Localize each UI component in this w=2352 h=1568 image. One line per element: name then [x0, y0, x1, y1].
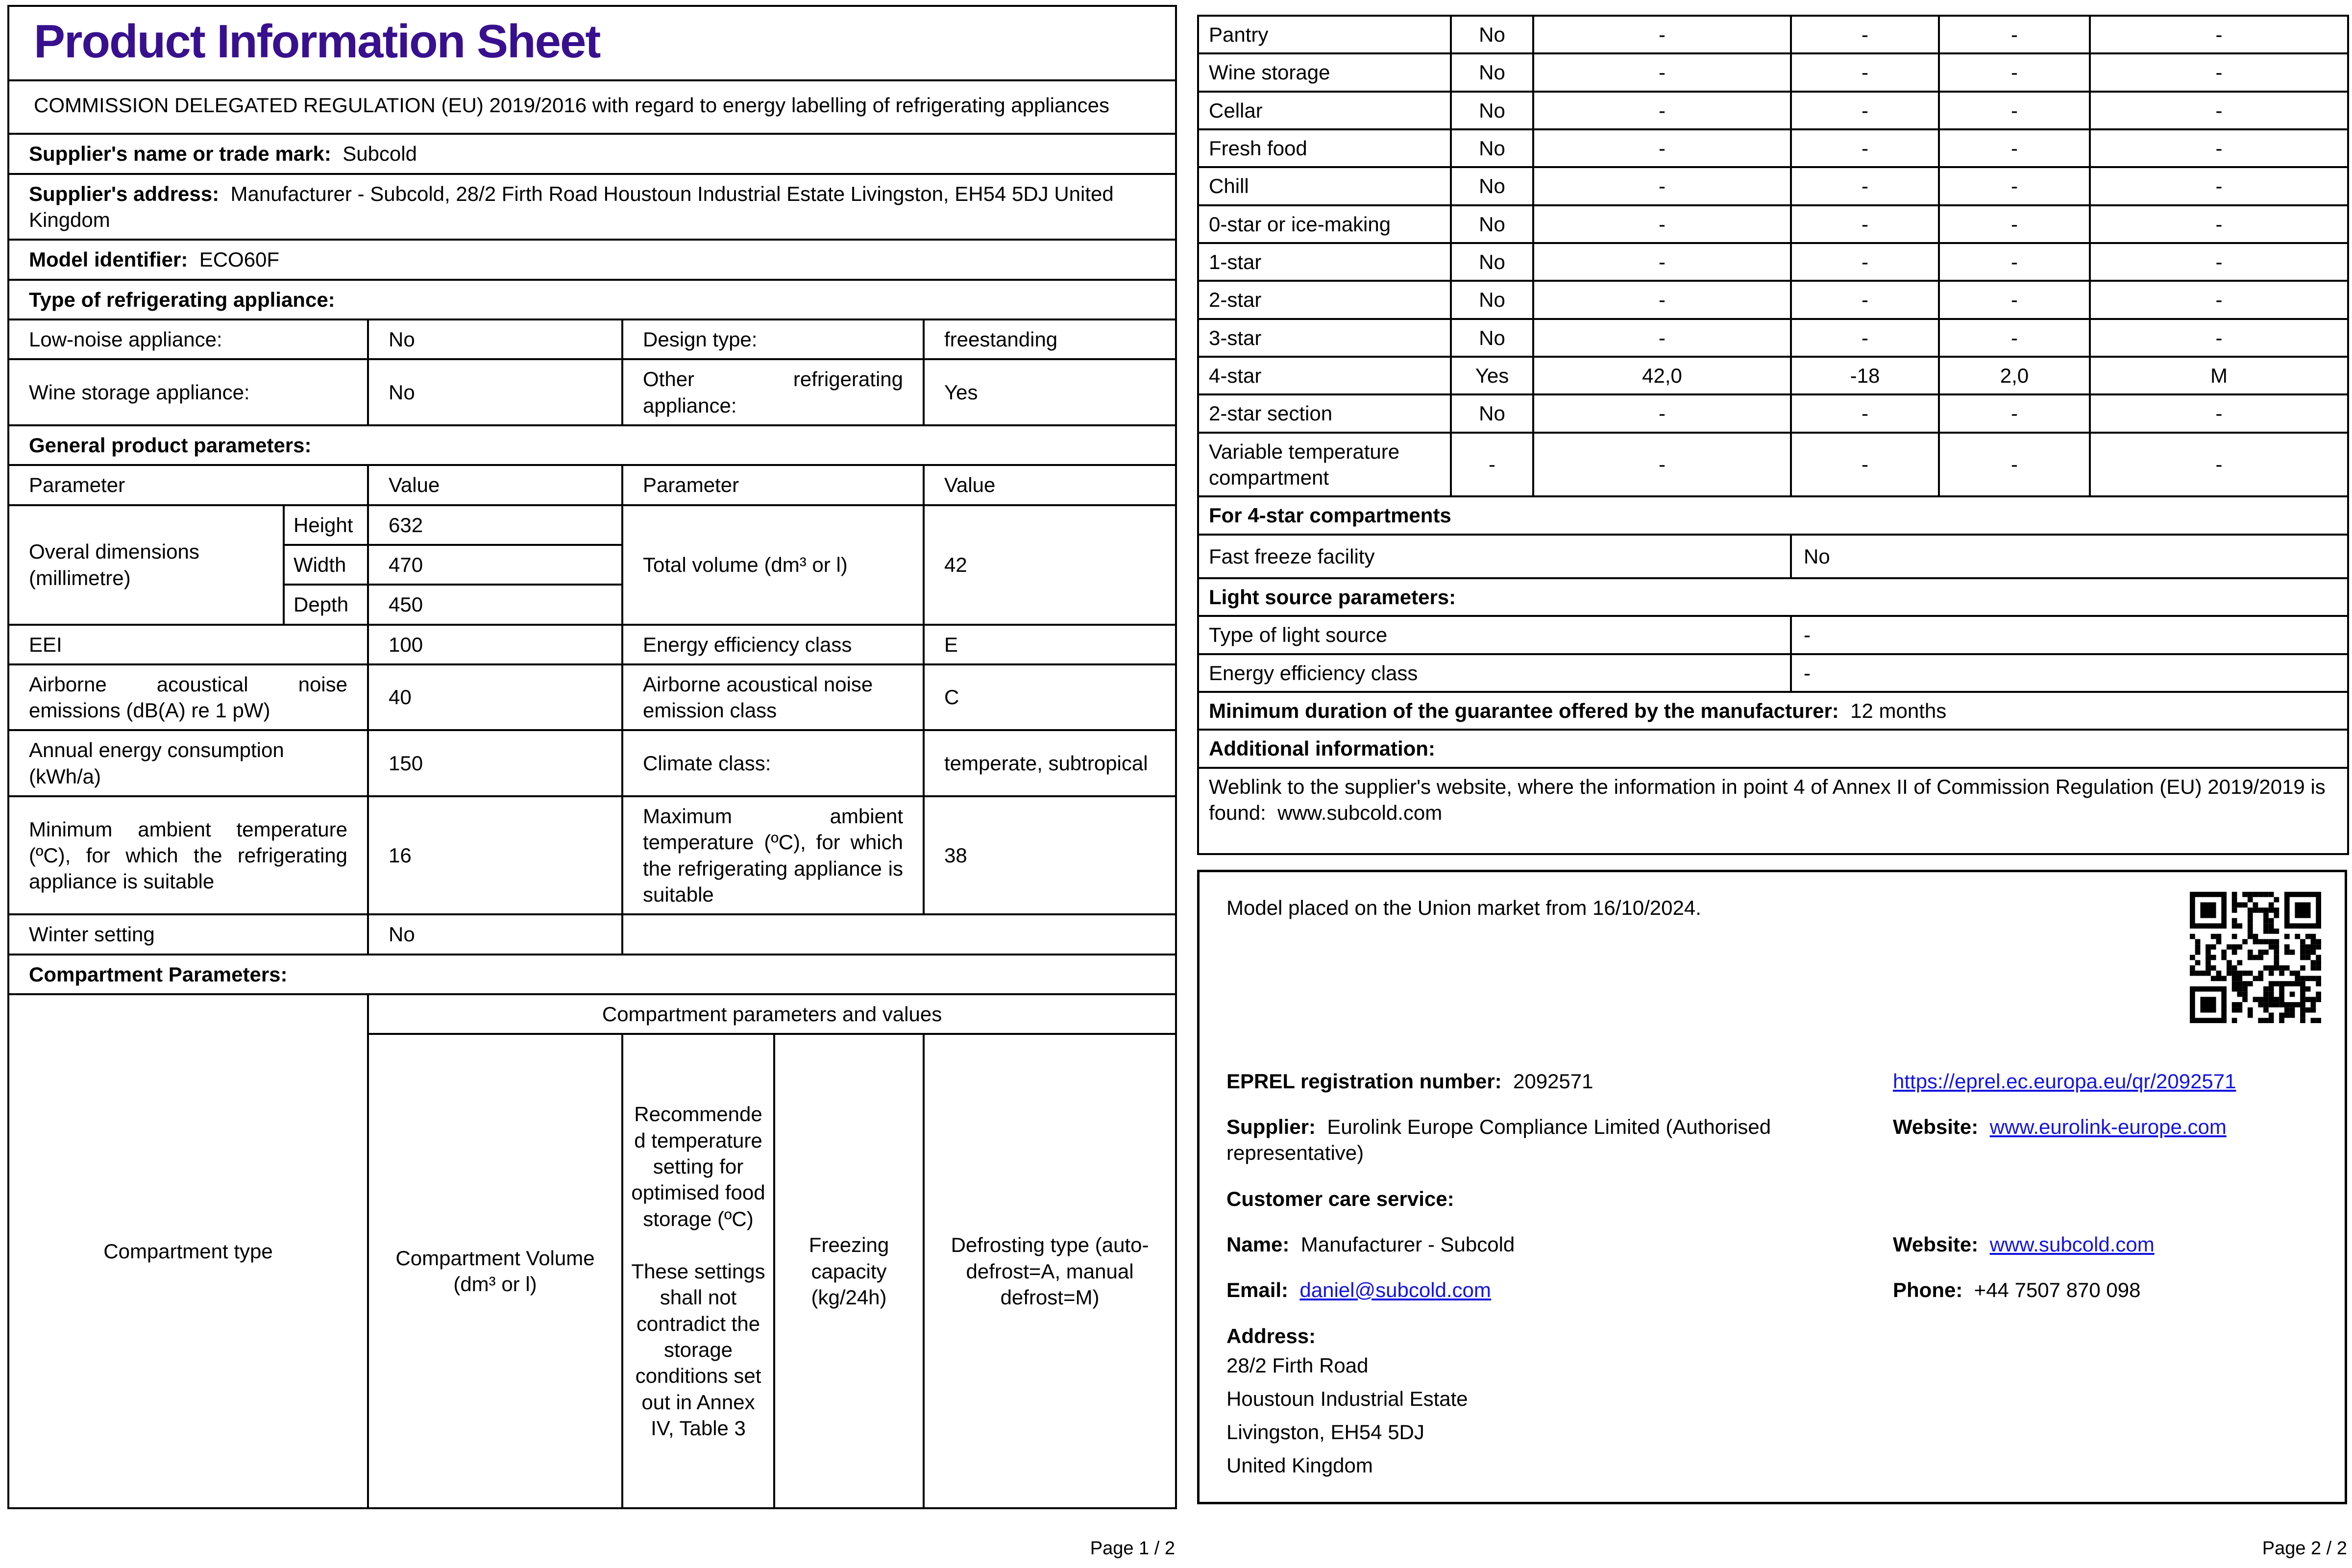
- recommended-temperature-header: Recommended temperature setting for optimised food storage (ºC) These settings shall not contradict the storage conditions set out in Annex IV, Table 3: [622, 1034, 774, 1508]
- compartment-value-cell: -: [2090, 281, 2348, 318]
- compartment-value-cell: -: [2090, 433, 2348, 497]
- model-identifier-label: Model identifier:: [29, 248, 188, 271]
- compartment-value-cell: -: [1791, 92, 1939, 129]
- compartment-type-cell: 4-star: [1198, 357, 1451, 394]
- model-identifier-value: ECO60F: [199, 248, 280, 271]
- address-line: 28/2 Firth Road: [1226, 1353, 1369, 1377]
- wine-storage-row: Wine storage appliance: No Other refrigerating appliance: Yes: [8, 359, 1176, 425]
- table-row: [1198, 129, 2348, 167]
- compartment-parameters-heading: Compartment Parameters:: [8, 955, 1176, 994]
- compartment-value-cell: -: [1791, 319, 1939, 357]
- compartment-type-cell: Wine storage: [1198, 53, 1451, 91]
- table-row: [1198, 243, 2348, 281]
- guarantee-label: Minimum duration of the guarantee offered by the manufacturer:: [1209, 699, 1839, 722]
- product-info-table: [7, 5, 1177, 1509]
- total-volume-value: 42: [924, 505, 1176, 625]
- compartment-group-header-row: [8, 994, 1176, 1034]
- compartment-value-cell: -: [1939, 205, 2090, 243]
- compartment-value-cell: -: [1791, 167, 1939, 205]
- compartment-value-cell: -: [1533, 243, 1791, 281]
- compartment-value-cell: -: [1939, 394, 2090, 432]
- table-row: [1198, 16, 2348, 53]
- care-name-line: [1226, 1231, 2318, 1257]
- defrosting-type-header: Defrosting type (auto-defrost=A, manual defrost=M): [924, 1034, 1176, 1508]
- compartment-type-cell: 2-star section: [1198, 394, 1451, 432]
- compartment-value-cell: -: [1939, 92, 2090, 129]
- supplier-value: Eurolink Europe Compliance Limited (Authorised representative): [1226, 1115, 1771, 1165]
- care-name-label: Name:: [1226, 1232, 1290, 1256]
- care-name-value: Manufacturer - Subcold: [1300, 1232, 1515, 1256]
- compartment-values-table: [1197, 15, 2349, 855]
- table-row: [1198, 357, 2348, 394]
- compartment-value-cell: -: [1939, 167, 2090, 205]
- page-title: Product Information Sheet: [34, 15, 600, 68]
- website-label: Website:: [1893, 1115, 1979, 1138]
- compartment-value-cell: -: [1533, 394, 1791, 432]
- compartment-value-cell: -: [1939, 281, 2090, 318]
- supplier-name-row: [8, 134, 1176, 173]
- compartment-type-cell: 3-star: [1198, 319, 1451, 357]
- compartment-value-cell: -: [1533, 92, 1791, 129]
- compartment-value-cell: Yes: [1451, 357, 1533, 394]
- dimensions-row-height: Overal dimensions (millimetre) Height 632 Total volume (dm³ or l) 42: [8, 505, 1176, 545]
- compartment-value-cell: -: [1533, 167, 1791, 205]
- table-row: [1198, 167, 2348, 205]
- compartment-value-cell: -: [1791, 394, 1939, 432]
- weblink-url: www.subcold.com: [1277, 801, 1443, 824]
- fast-freeze-row: Fast freeze facility No: [1198, 535, 2348, 578]
- compartment-value-cell: No: [1451, 16, 1533, 53]
- freezing-capacity-header: Freezing capacity (kg/24h): [774, 1034, 924, 1508]
- compartment-value-cell: -: [2090, 394, 2348, 432]
- compartment-value-cell: -: [1939, 243, 2090, 281]
- light-type-row: Type of light source -: [1198, 616, 2348, 654]
- compartment-value-cell: -: [1533, 129, 1791, 167]
- supplier-name-value: Subcold: [343, 142, 417, 166]
- phone-value: +44 7507 870 098: [1974, 1278, 2141, 1302]
- table-row: [1198, 433, 2348, 497]
- compartment-value-cell: -: [1791, 16, 1939, 53]
- compartment-value-cell: No: [1451, 92, 1533, 129]
- market-date: Model placed on the Union market from 16/10/2024.: [1226, 896, 1701, 920]
- compartment-value-cell: -: [2090, 92, 2348, 129]
- supplier-name-label: Supplier's name or trade mark:: [29, 142, 331, 166]
- email-label: Email:: [1226, 1278, 1289, 1302]
- page-1-footer: Page 1 / 2: [1090, 1538, 1175, 1559]
- supplier-address-value: Manufacturer - Subcold, 28/2 Firth Road Houstoun Industrial Estate Livingston, EH54 5DJ United Kingdom: [29, 182, 1114, 231]
- phone-label: Phone:: [1893, 1278, 1963, 1302]
- supplier-info-box: [1197, 870, 2347, 1504]
- supplier-address-row: [8, 174, 1176, 240]
- email-phone-line: [1226, 1277, 2318, 1303]
- compartment-value-cell: -: [1533, 319, 1791, 357]
- model-identifier-row: [8, 240, 1176, 279]
- compartment-type-cell: Fresh food: [1198, 129, 1451, 167]
- compartment-value-cell: -: [2090, 319, 2348, 357]
- address-line: Livingston, EH54 5DJ: [1226, 1420, 1424, 1444]
- email-link[interactable]: daniel@subcold.com: [1299, 1278, 1491, 1302]
- dimensions-row-width: Width 470: [8, 545, 1176, 585]
- compartment-value-cell: -: [2090, 205, 2348, 243]
- compartment-type-cell: 2-star: [1198, 281, 1451, 318]
- table-row: [1198, 53, 2348, 91]
- address-block: [1226, 1323, 2318, 1482]
- compartment-type-cell: 1-star: [1198, 243, 1451, 281]
- compartment-value-cell: -: [1939, 129, 2090, 167]
- weblink-row: [1198, 768, 2348, 855]
- subcold-website-link[interactable]: www.subcold.com: [1989, 1232, 2155, 1256]
- address-label: Address:: [1226, 1324, 1316, 1348]
- compartment-value-cell: -: [2090, 129, 2348, 167]
- compartment-value-cell: -18: [1791, 357, 1939, 394]
- eprel-label: EPREL registration number:: [1226, 1069, 1502, 1093]
- compartment-value-cell: -: [1533, 205, 1791, 243]
- customer-care-heading: Customer care service:: [1226, 1187, 1454, 1210]
- compartment-value-cell: -: [1791, 243, 1939, 281]
- table-row: [1198, 319, 2348, 357]
- table-row: [1198, 394, 2348, 432]
- table-row: [1198, 205, 2348, 243]
- compartment-value-cell: -: [1791, 53, 1939, 91]
- parameter-header-row: Parameter Value Parameter Value: [8, 465, 1176, 505]
- low-noise-row: Low-noise appliance: No Design type: freestanding: [8, 319, 1176, 359]
- dimensions-label: Overal dimensions (millimetre): [8, 505, 284, 625]
- eprel-qr-link[interactable]: https://eprel.ec.europa.eu/qr/2092571: [1893, 1069, 2236, 1093]
- general-parameters-heading: General product parameters:: [8, 425, 1176, 465]
- eei-row: EEI 100 Energy efficiency class E: [8, 625, 1176, 664]
- compartment-volume-header: Compartment Volume (dm³ or l): [368, 1034, 622, 1508]
- compartment-value-cell: No: [1451, 129, 1533, 167]
- compartment-value-cell: -: [1939, 433, 2090, 497]
- compartment-value-cell: -: [1939, 16, 2090, 53]
- website-label: Website:: [1893, 1232, 1979, 1256]
- eprel-line: [1226, 1068, 2318, 1094]
- page-1: [7, 5, 1175, 1509]
- qr-code-icon: [2190, 892, 2321, 1023]
- compartment-group-header: Compartment parameters and values: [368, 994, 1176, 1034]
- address-line: Houstoun Industrial Estate: [1226, 1387, 1468, 1410]
- dimensions-row-depth: Depth 450: [8, 585, 1176, 624]
- compartment-value-cell: M: [2090, 357, 2348, 394]
- compartment-value-cell: -: [2090, 16, 2348, 53]
- compartment-value-cell: -: [1939, 319, 2090, 357]
- page-2-footer: Page 2 / 2: [2262, 1538, 2347, 1559]
- eprel-value: 2092571: [1513, 1069, 1593, 1093]
- compartment-type-cell: Pantry: [1198, 16, 1451, 53]
- total-volume-label: Total volume (dm³ or l): [622, 505, 924, 625]
- compartment-value-cell: No: [1451, 53, 1533, 91]
- supplier-label: Supplier:: [1226, 1115, 1316, 1138]
- compartment-type-cell: Chill: [1198, 167, 1451, 205]
- address-lines: [1226, 1349, 2318, 1482]
- compartment-value-cell: No: [1451, 319, 1533, 357]
- compartment-value-cell: -: [2090, 243, 2348, 281]
- compartment-value-cell: -: [1791, 281, 1939, 318]
- eurolink-website-link[interactable]: www.eurolink-europe.com: [1989, 1115, 2227, 1138]
- compartment-type-cell: Cellar: [1198, 92, 1451, 129]
- supplier-line: [1226, 1114, 2318, 1166]
- supplier-address-label: Supplier's address:: [29, 182, 220, 205]
- compartment-value-cell: -: [1791, 129, 1939, 167]
- energy-consumption-row: Annual energy consumption (kWh/a) 150 Climate class: temperate, subtropical: [8, 730, 1176, 796]
- compartment-value-cell: -: [1533, 281, 1791, 318]
- table-row: [1198, 92, 2348, 129]
- guarantee-value: 12 months: [1850, 699, 1947, 722]
- noise-row: Airborne acoustical noise emissions (dB(A) re 1 pW) 40 Airborne acoustical noise emission class C: [8, 664, 1176, 731]
- table-row: [1198, 281, 2348, 318]
- compartment-rows: [1198, 16, 2348, 496]
- compartment-value-cell: -: [1533, 16, 1791, 53]
- compartment-value-cell: -: [1533, 433, 1791, 497]
- type-heading: Type of refrigerating appliance:: [8, 280, 1176, 319]
- compartment-value-cell: -: [1533, 53, 1791, 91]
- compartment-value-cell: No: [1451, 281, 1533, 318]
- compartment-value-cell: -: [1451, 433, 1533, 497]
- compartment-value-cell: 2,0: [1939, 357, 2090, 394]
- compartment-type-cell: 0-star or ice-making: [1198, 205, 1451, 243]
- compartment-value-cell: No: [1451, 167, 1533, 205]
- weblink-text: Weblink to the supplier's website, where the information in point 4 of Annex II of Commission Regulation (EU) 2019/2019 is found:: [1209, 775, 2326, 824]
- compartment-value-cell: -: [1939, 53, 2090, 91]
- compartment-value-cell: -: [2090, 167, 2348, 205]
- compartment-value-cell: No: [1451, 394, 1533, 432]
- compartment-value-cell: -: [2090, 53, 2348, 91]
- compartment-value-cell: -: [1791, 433, 1939, 497]
- compartment-value-cell: -: [1791, 205, 1939, 243]
- light-source-heading: Light source parameters:: [1198, 578, 2348, 616]
- additional-info-heading: Additional information:: [1198, 730, 2348, 767]
- winter-setting-row: Winter setting No: [8, 914, 1176, 954]
- guarantee-row: [1198, 692, 2348, 730]
- address-line: United Kingdom: [1226, 1453, 1373, 1477]
- compartment-value-cell: No: [1451, 205, 1533, 243]
- ambient-temperature-row: Minimum ambient temperature (ºC), for which the refrigerating appliance is suitable 16 Maximum ambient temperature (ºC), for which the refrigerating appliance is suitable 38: [8, 796, 1176, 914]
- compartment-type-cell: Variable temperature compartment: [1198, 433, 1451, 497]
- compartment-type-header: Compartment type: [8, 994, 368, 1508]
- compartment-value-cell: 42,0: [1533, 357, 1791, 394]
- regulation-subtitle: COMMISSION DELEGATED REGULATION (EU) 2019/2016 with regard to energy labelling of refrigerating appliances: [34, 93, 1110, 117]
- compartment-value-cell: No: [1451, 243, 1533, 281]
- light-class-row: Energy efficiency class -: [1198, 654, 2348, 692]
- page-2: [1197, 15, 2347, 1504]
- four-star-heading: For 4-star compartments: [1198, 496, 2348, 534]
